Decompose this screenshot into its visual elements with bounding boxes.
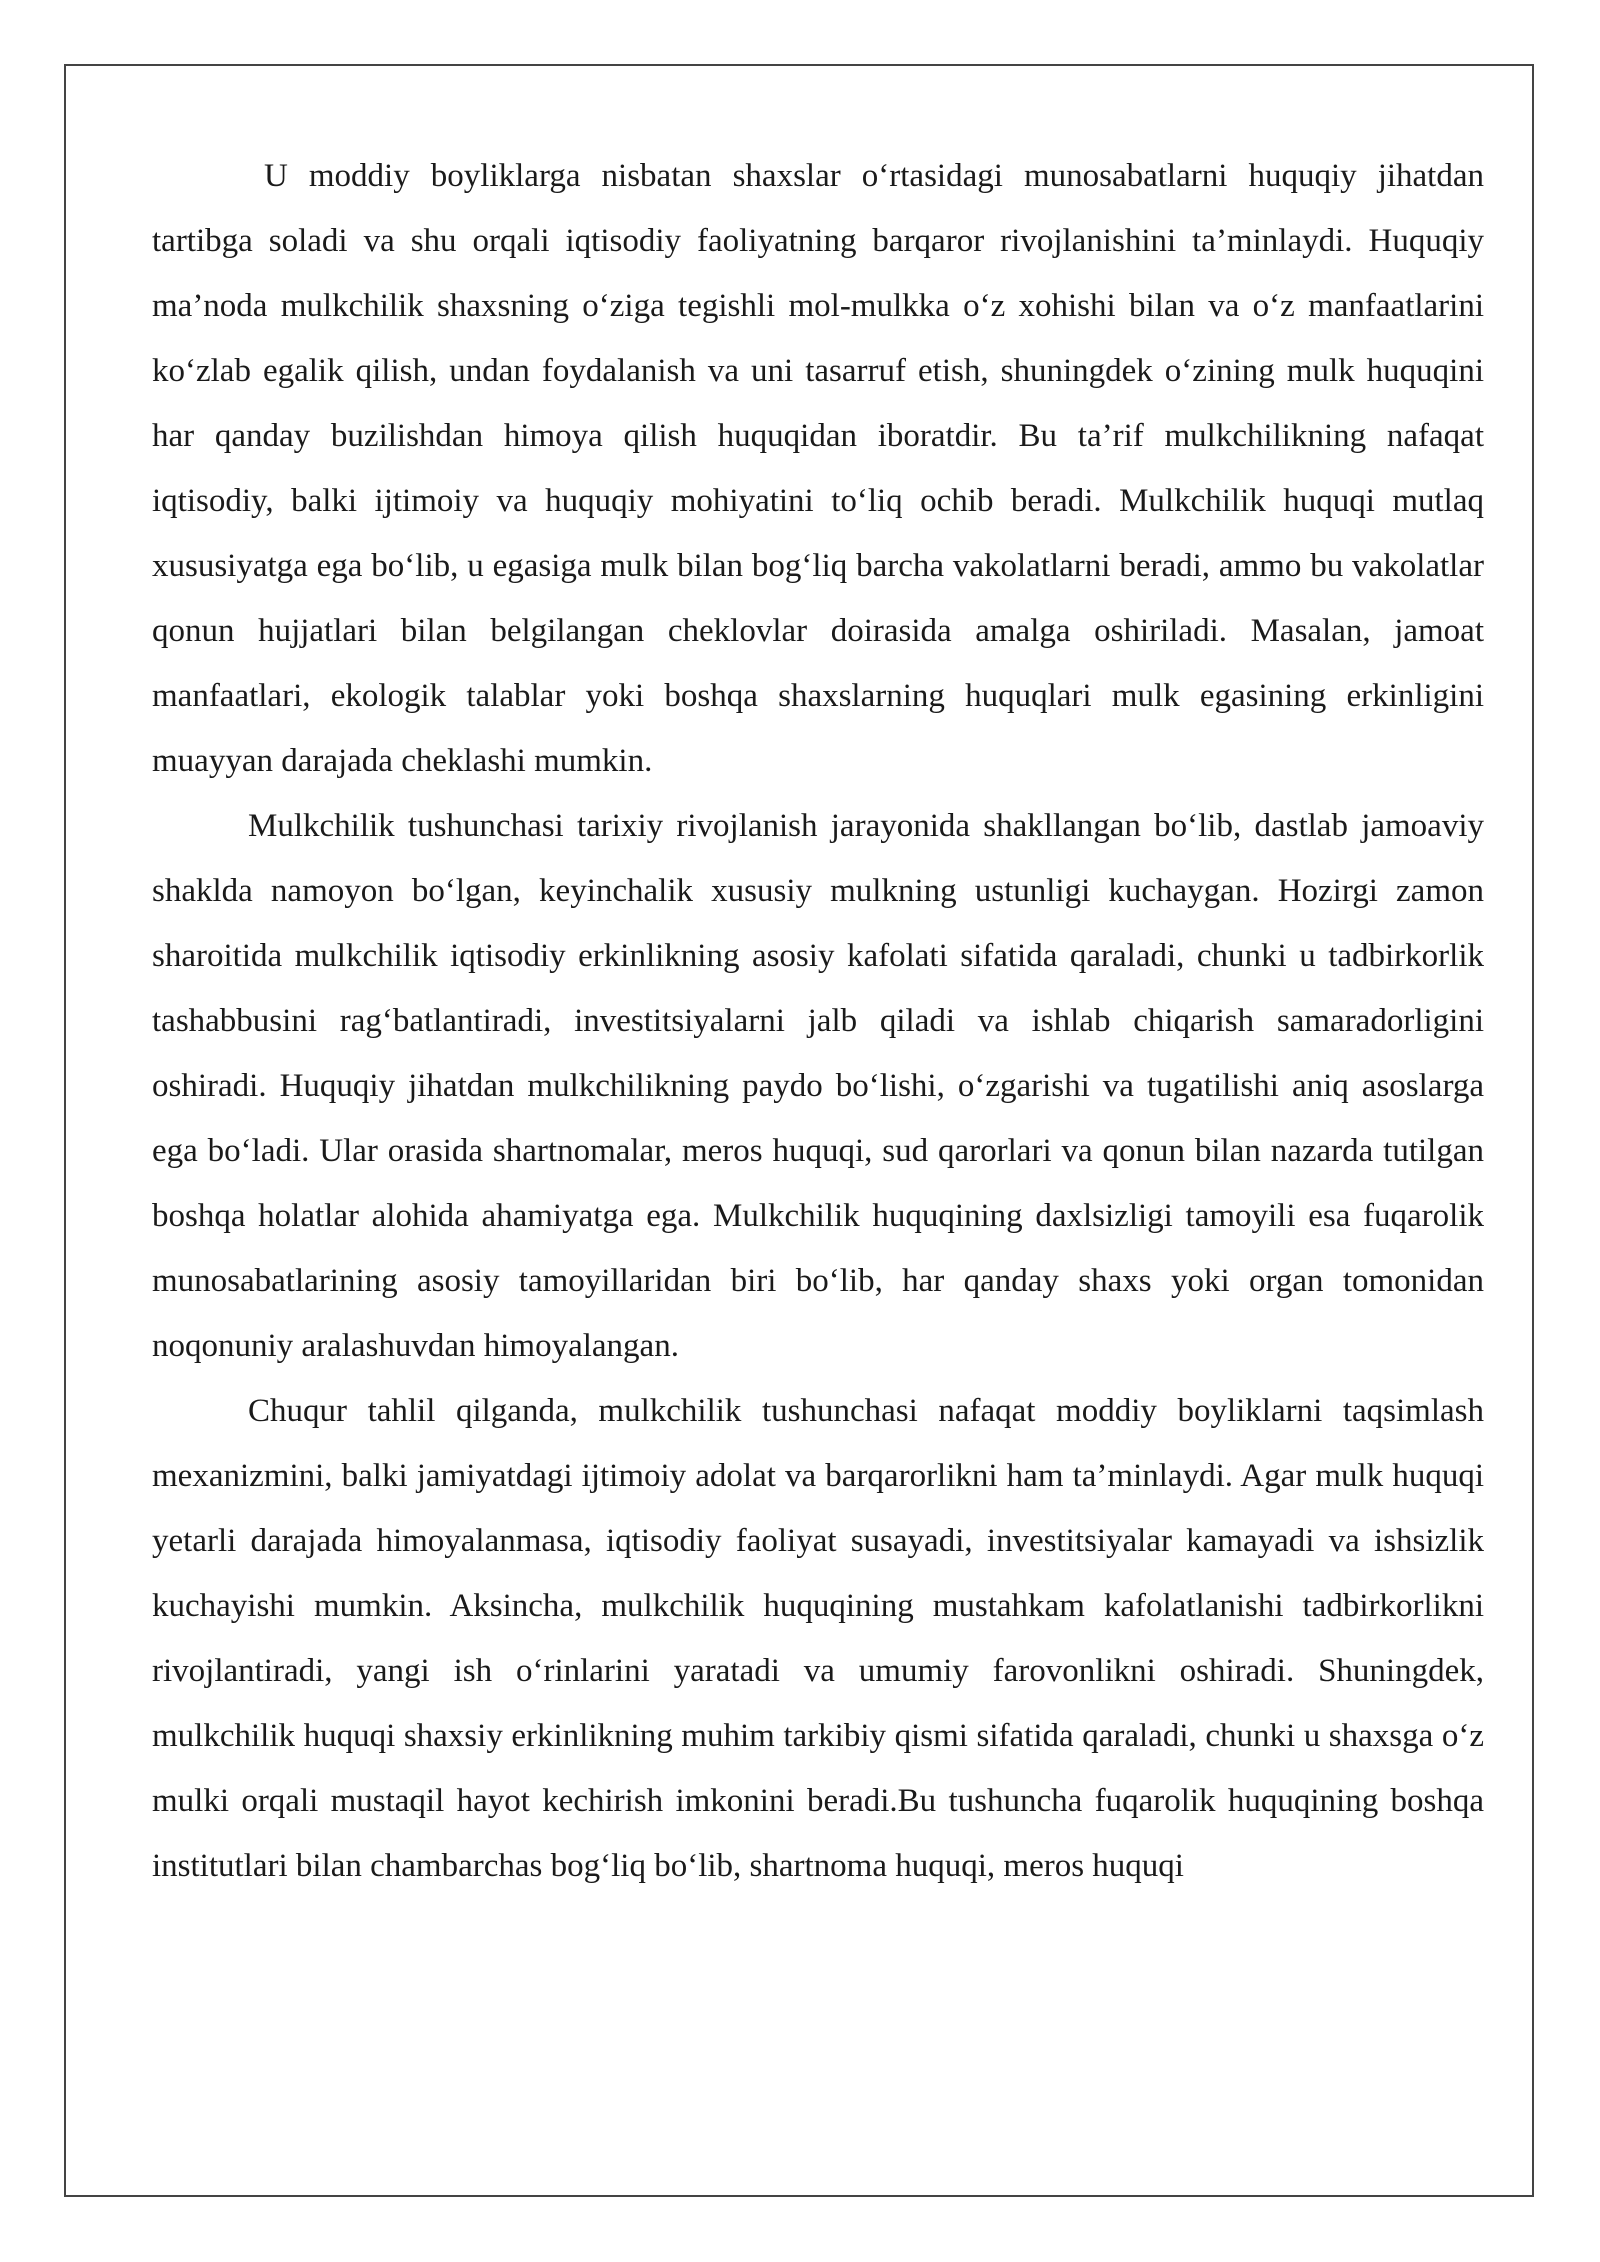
document-body [152, 144, 1484, 1899]
paragraph-1: U moddiy boyliklarga nisbatan shaxslar o‘rtasidagi munosabatlarni huquqiy jihatdan tartibga soladi va shu orqali iqtisodiy faoliyatning barqaror rivojlanishini ta’minlaydi. Huquqiy ma’noda mulkchilik shaxsning o‘ziga tegishli mol-mulkka o‘z xohishi bilan va o‘z manfaatlarini ko‘zlab egalik qilish, undan foydalanish va uni tasarruf etish, shuningdek o‘zining mulk huquqini har qanday buzilishdan himoya qilish huquqidan iboratdir. Bu ta’rif mulkchilikning nafaqat iqtisodiy, balki ijtimoiy va huquqiy mohiyatini to‘liq ochib beradi. Mulkchilik huquqi mutlaq xususiyatga ega bo‘lib, u egasiga mulk bilan bog‘liq barcha vakolatlarni beradi, ammo bu vakolatlar qonun hujjatlari bilan belgilangan cheklovlar doirasida amalga oshiriladi. Masalan, jamoat manfaatlari, ekologik talablar yoki boshqa shaxslarning huquqlari mulk egasining erkinligini muayyan darajada cheklashi mumkin. [152, 158, 1484, 779]
paragraph-2: Mulkchilik tushunchasi tarixiy rivojlanish jarayonida shakllangan bo‘lib, dastlab jamoaviy shaklda namoyon bo‘lgan, keyinchalik xususiy mulkning ustunligi kuchaygan. Hozirgi zamon sharoitida mulkchilik iqtisodiy erkinlikning asosiy kafolati sifatida qaraladi, chunki u tadbirkorlik tashabbusini rag‘batlantiradi, investitsiyalarni jalb qiladi va ishlab chiqarish samaradorligini oshiradi. Huquqiy jihatdan mulkchilikning paydo bo‘lishi, o‘zgarishi va tugatilishi aniq asoslarga ega bo‘ladi. Ular orasida shartnomalar, meros huquqi, sud qarorlari va qonun bilan nazarda tutilgan boshqa holatlar alohida ahamiyatga ega. Mulkchilik huquqining daxlsizligi tamoyili esa fuqarolik munosabatlarining asosiy tamoyillaridan biri bo‘lib, har qanday shaxs yoki organ tomonidan noqonuniy aralashuvdan himoyalangan. [152, 808, 1484, 1364]
paragraph-3: Chuqur tahlil qilganda, mulkchilik tushunchasi nafaqat moddiy boyliklarni taqsimlash mexanizmini, balki jamiyatdagi ijtimoiy adolat va barqarorlikni ham ta’minlaydi. Agar mulk huquqi yetarli darajada himoyalanmasa, iqtisodiy faoliyat susayadi, investitsiyalar kamayadi va ishsizlik kuchayishi mumkin. Aksincha, mulkchilik huquqining mustahkam kafolatlanishi tadbirkorlikni rivojlantiradi, yangi ish o‘rinlarini yaratadi va umumiy farovonlikni oshiradi. Shuningdek, mulkchilik huquqi shaxsiy erkinlikning muhim tarkibiy qismi sifatida qaraladi, chunki u shaxsga o‘z mulki orqali mustaqil hayot kechirish imkonini beradi.Bu tushuncha fuqarolik huquqining boshqa institutlari bilan chambarchas bog‘liq bo‘lib, shartnoma huquqi, meros huquqi [152, 1393, 1484, 1884]
